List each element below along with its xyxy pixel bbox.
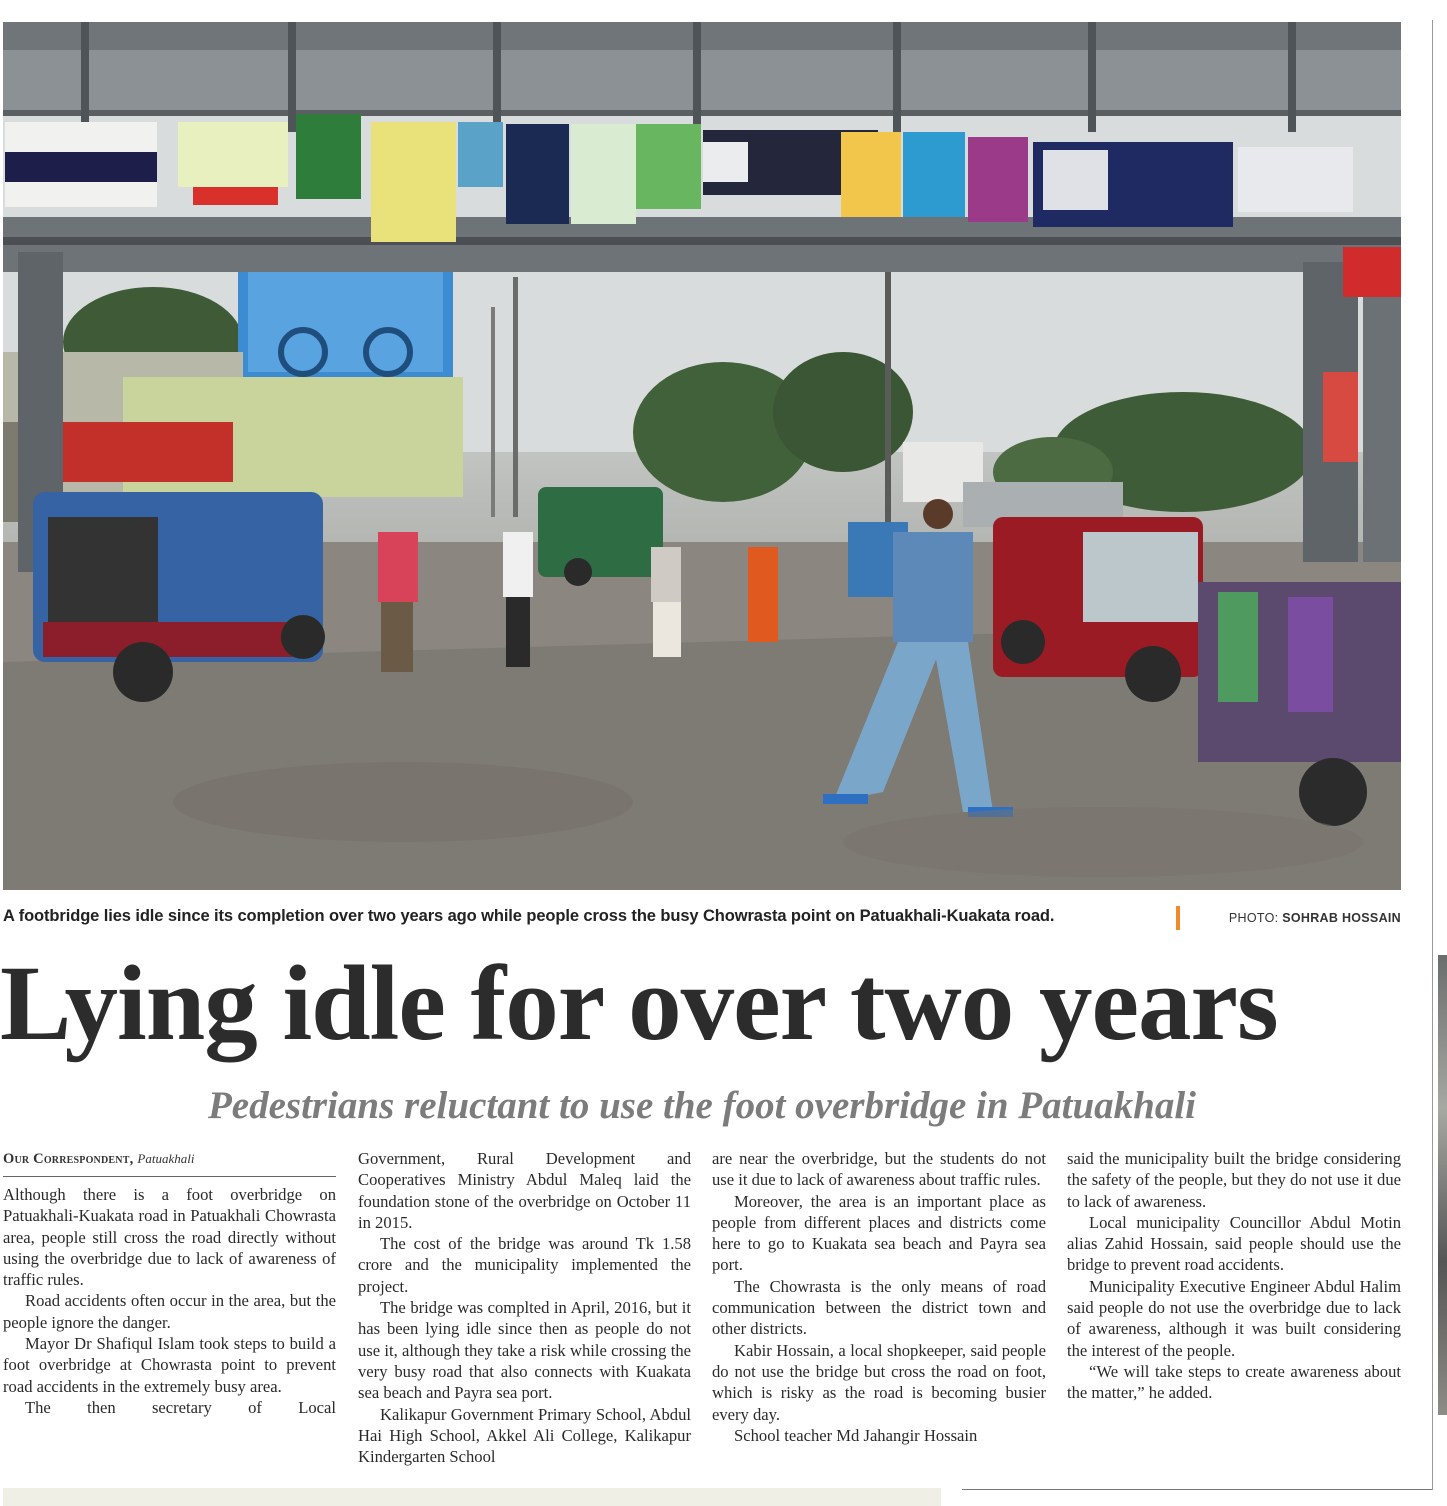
article-column-1 (3, 1184, 336, 1418)
photo-caption-row (3, 907, 1401, 933)
paragraph: School teacher Md Jahangir Hossain (734, 1425, 978, 1445)
paragraph: Mayor Dr Shafiqul Islam took steps to build a foot overbridge at Chowrasta point to prevent road accidents in the extremely busy area. (3, 1334, 336, 1396)
byline (3, 1150, 336, 1177)
paragraph: “We will take steps to create awareness about the matter,” he added. (1067, 1361, 1401, 1403)
footbridge-scene-illustration (3, 22, 1401, 890)
paragraph: are near the overbridge, but the students do not use it due to lack of awareness about traffic rules. (712, 1149, 1046, 1190)
article-column-4 (1067, 1148, 1401, 1404)
paragraph: Kalikapur Government Primary School, Abdul Hai High School, Akkel Ali College, Kalikapur Kindergarten School (358, 1404, 691, 1467)
article-column-2 (358, 1148, 691, 1467)
paragraph: Local municipality Councillor Abdul Motin alias Zahid Hossain, said people should use the bridge to prevent road accidents. (1067, 1212, 1401, 1275)
adjacent-page-photo-sliver (1438, 955, 1447, 1415)
photo-credit (1229, 911, 1401, 925)
article-subheadline: Pedestrians reluctant to use the foot overbridge in Patuakhali (207, 1084, 1197, 1127)
page-edge-rule (1432, 20, 1433, 1490)
photo-credit-prefix: PHOTO: (1228, 911, 1279, 925)
paragraph: Road accidents often occur in the area, but the people ignore the danger. (3, 1291, 336, 1332)
paragraph: The cost of the bridge was around Tk 1.58 crore and the municipality implemented the project. (358, 1234, 691, 1296)
paragraph: said the municipality built the bridge considering the safety of the people, but they do not use it due to lack of awareness. (1067, 1149, 1401, 1211)
paragraph: The then secretary of Local (25, 1397, 336, 1417)
article-photo (3, 22, 1401, 890)
byline-place: Patuakhali (137, 1151, 195, 1166)
paragraph: Although there is a foot overbridge on Patuakhali-Kuakata road in Patuakhali Chowrasta area, people still cross the road directly without using the overbridge due to lack of awareness of traffic rules. (3, 1185, 336, 1290)
bottom-rule (962, 1489, 1432, 1490)
paragraph: The bridge was complted in April, 2016, but it has been lying idle since then as people do not use it, although they take a risk while crossing the very busy road that also connects with Kuakata sea beach and Payra sea port. (358, 1298, 691, 1403)
paragraph: Government, Rural Development and Cooperatives Ministry Abdul Maleq laid the foundation stone of the overbridge on October 11 in 2015. (358, 1149, 691, 1232)
paragraph: The Chowrasta is the only means of road communication between the district town and other districts. (712, 1276, 1046, 1339)
paragraph: Moreover, the area is an important place as people from different places and districts come here to go to Kuakata sea beach and Payra sea port. (712, 1191, 1046, 1275)
paragraph: Kabir Hossain, a local shopkeeper, said people do not use the bridge but cross the road on foot, which is risky as the road is becoming busier every day. (712, 1340, 1046, 1424)
bottom-shaded-box (3, 1488, 941, 1506)
article-headline: Lying idle for over two years (0, 945, 1278, 1063)
paragraph: Municipality Executive Engineer Abdul Halim said people do not use the overbridge due to lack of awareness, although it was built considering the interest of the people. (1067, 1276, 1401, 1360)
article-column-3 (712, 1148, 1046, 1446)
photo-caption: A footbridge lies idle since its completion over two years ago while people cross the busy Chowrasta point on Patuakhali-Kuakata road. (3, 907, 1055, 925)
caption-accent-bar (1176, 906, 1180, 930)
photo-credit-name: SOHRAB HOSSAIN (1282, 911, 1401, 925)
byline-name: Our Correspondent, (3, 1151, 134, 1167)
